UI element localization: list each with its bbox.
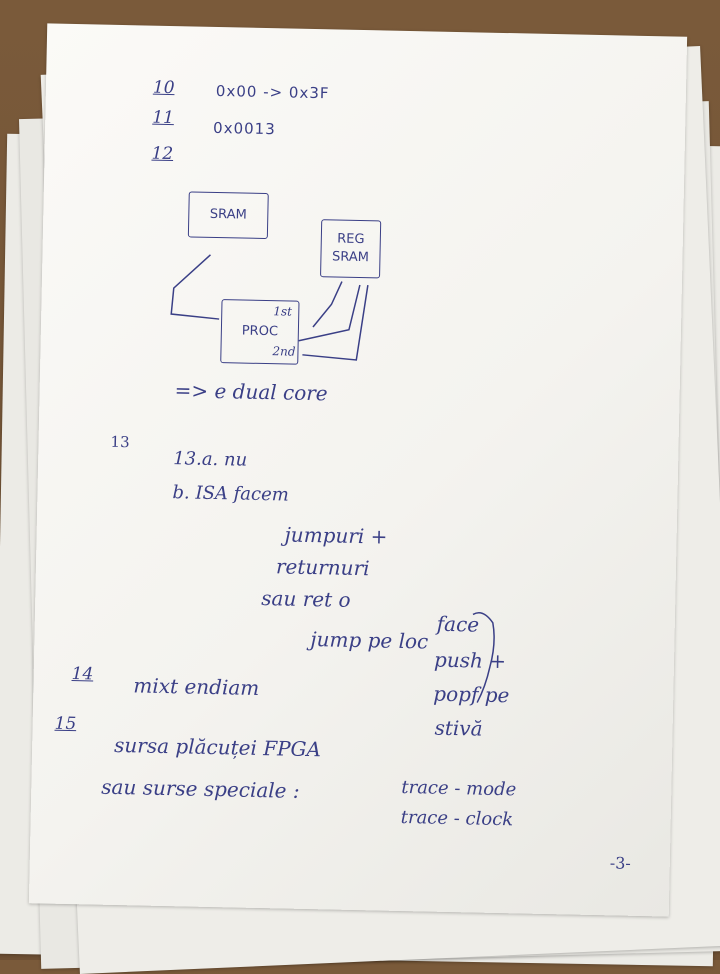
- item-13-line: returnuri: [275, 554, 370, 581]
- item-14-number: 14: [71, 664, 94, 685]
- trace-mode-note: trace - mode: [401, 776, 517, 801]
- sram-box: [188, 191, 269, 239]
- trace-clock-note: trace - clock: [400, 806, 514, 831]
- item-15-number: 15: [54, 713, 77, 735]
- item-10-text: 0x00 -> 0x3F: [215, 81, 330, 103]
- proc-label: PROC: [241, 323, 279, 340]
- item-10-number: 10: [152, 77, 175, 99]
- item-14-text: mixt endiam: [133, 673, 260, 700]
- proc-label-2nd: 2nd: [272, 344, 296, 359]
- item-15-line1: sursa plăcuței FPGA: [113, 732, 322, 762]
- item-13-number: 13: [110, 432, 130, 452]
- page-number: -3-: [609, 853, 632, 873]
- item-13-line: b. ISA facem: [172, 482, 290, 506]
- dual-core-note: => e dual core: [174, 378, 328, 406]
- item-15-line2: sau surse speciale :: [101, 774, 300, 803]
- item-12-number: 12: [151, 143, 174, 165]
- sram-label: SRAM: [209, 206, 247, 223]
- reg-label: REG: [337, 231, 365, 248]
- item-13-line: sau ret o: [261, 586, 351, 612]
- handwritten-page: [29, 23, 687, 916]
- reg-sram-label: SRAM: [331, 249, 370, 266]
- item-11-number: 11: [152, 107, 175, 129]
- item-11-text: 0x0013: [212, 118, 276, 139]
- item-13-line: jump pe loc: [310, 627, 429, 654]
- item-13-line: 13.a. nu: [172, 448, 248, 471]
- bracket-note-line: stivă: [434, 715, 483, 741]
- bracket-note-line: push +: [433, 647, 507, 674]
- proc-label-1st: 1st: [273, 304, 293, 319]
- item-13-line: jumpuri +: [284, 522, 388, 549]
- bracket-note-line: face: [436, 611, 480, 637]
- bracket-note-line: popf pe: [433, 681, 510, 708]
- reg-sram-box: [320, 219, 381, 278]
